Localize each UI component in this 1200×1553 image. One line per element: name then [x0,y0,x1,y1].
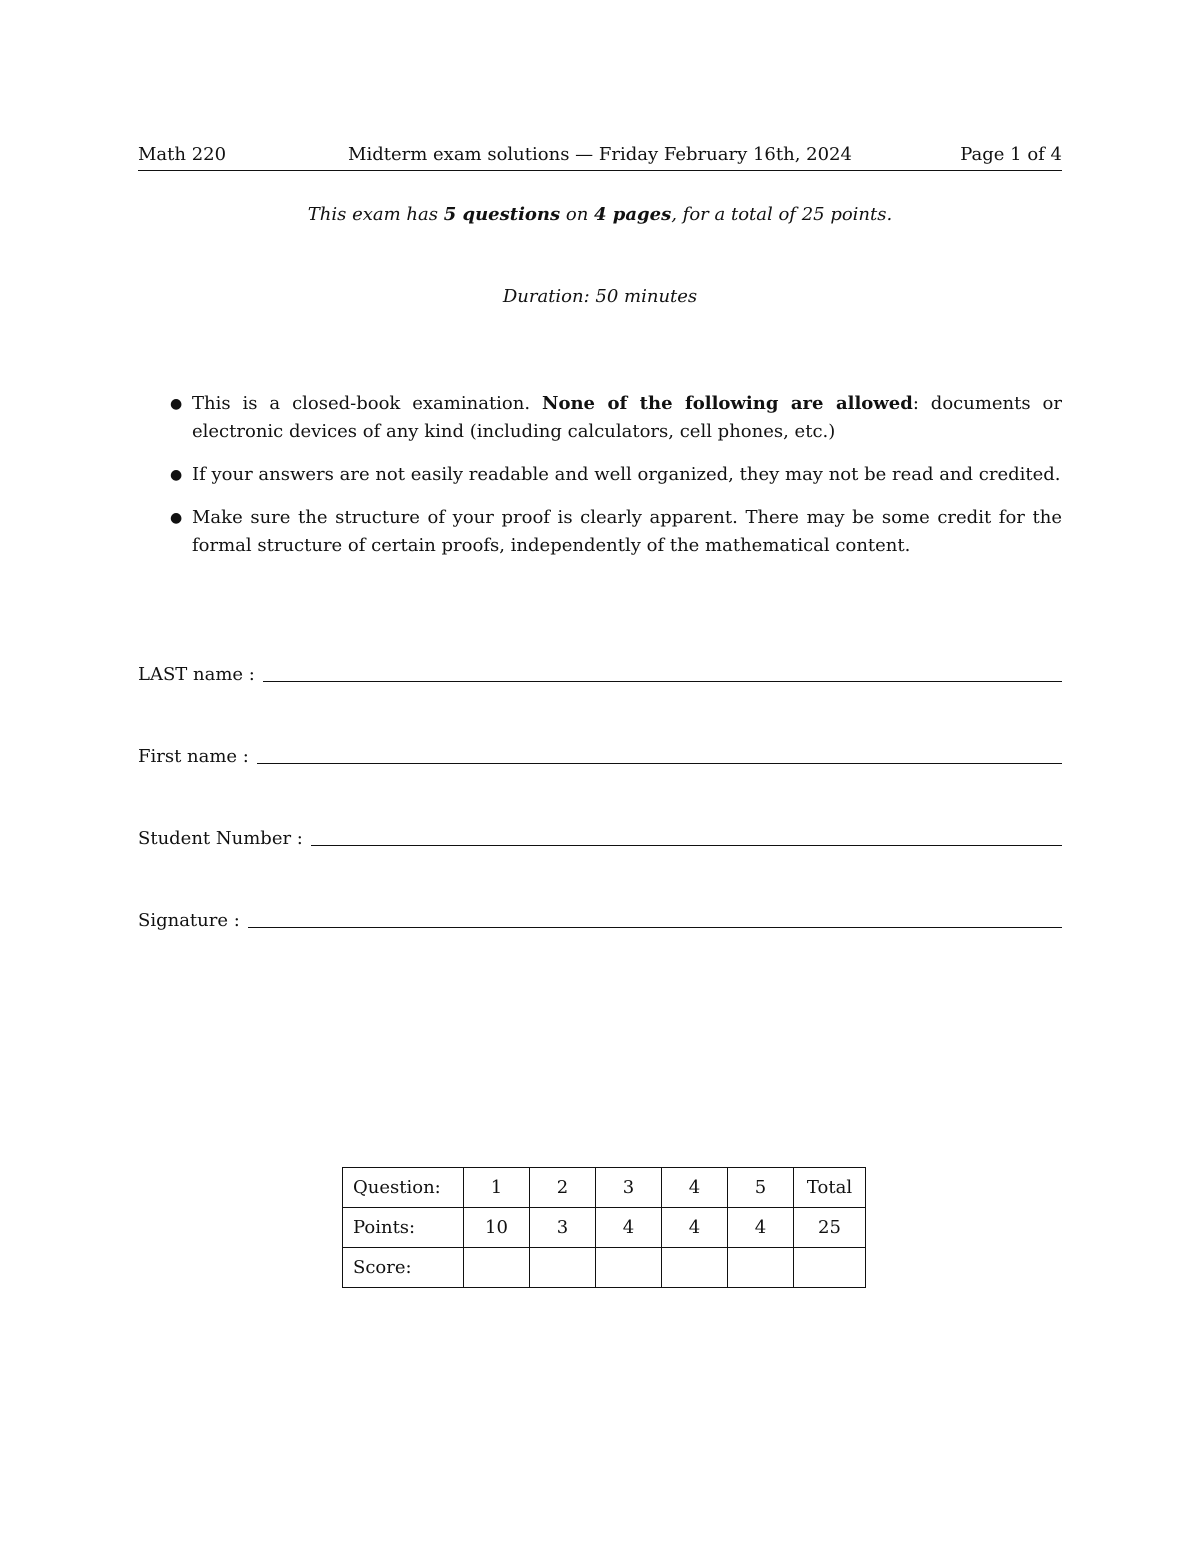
student-number-field[interactable] [138,819,1062,849]
question-number: 3 [596,1168,662,1208]
points-value: 10 [464,1208,530,1248]
signature-field[interactable] [138,901,1062,931]
summary-text-2: on [560,204,595,225]
rule-item [138,461,1062,489]
points-label: Points: [343,1208,464,1248]
exam-rules-list [138,390,1062,575]
rule-1-text-end: : documents or electronic devices of any kind (including calculators, cell phones, etc.) [192,393,1062,442]
last-name-line[interactable] [263,681,1062,682]
score-cell[interactable] [464,1248,530,1288]
score-cell[interactable] [662,1248,728,1288]
exam-duration: Duration: 50 minutes [502,286,698,307]
rule-1-emphasis: None of the following are allowed [542,393,913,414]
rule-item [138,390,1062,446]
points-value: 4 [596,1208,662,1248]
bullet-icon: ● [170,396,183,412]
table-row [343,1248,866,1288]
first-name-label: First name : [138,746,249,767]
student-number-label: Student Number : [138,828,303,849]
course-name: Math 220 [138,144,227,165]
score-label: Score: [343,1248,464,1288]
points-value: 4 [728,1208,794,1248]
question-label: Question: [343,1168,464,1208]
grade-table [342,1167,866,1288]
page-header [138,144,1062,171]
summary-pages: 4 pages [594,204,672,225]
score-cell[interactable] [728,1248,794,1288]
summary-text-3: , for a total of 25 points. [671,204,893,225]
bullet-icon: ● [170,510,183,526]
first-name-field[interactable] [138,737,1062,767]
summary-text-1: This exam has [307,204,444,225]
summary-questions: 5 questions [443,204,561,225]
last-name-label: LAST name : [138,664,255,685]
question-number: 4 [662,1168,728,1208]
total-label: Total [794,1168,866,1208]
rule-1-text: This is a closed-book examination. [192,393,542,414]
student-number-line[interactable] [311,845,1062,846]
table-row [343,1168,866,1208]
points-value: 4 [662,1208,728,1248]
score-total-cell[interactable] [794,1248,866,1288]
points-total: 25 [794,1208,866,1248]
question-number: 2 [530,1168,596,1208]
question-number: 5 [728,1168,794,1208]
rule-item [138,504,1062,560]
points-value: 3 [530,1208,596,1248]
last-name-field[interactable] [138,655,1062,685]
bullet-icon: ● [170,467,183,483]
first-name-line[interactable] [257,763,1062,764]
exam-title: Midterm exam solutions — Friday February 16th, 2024 [348,144,852,165]
rule-2-text: If your answers are not easily readable and well organized, they may not be read and credited. [192,464,1061,485]
table-row [343,1208,866,1248]
rule-3-text: Make sure the structure of your proof is clearly apparent. There may be some credit for the formal structure of certain proofs, independently of the mathematical content. [192,507,1062,556]
score-cell[interactable] [596,1248,662,1288]
exam-summary [138,204,1062,225]
question-number: 1 [464,1168,530,1208]
score-cell[interactable] [530,1248,596,1288]
signature-label: Signature : [138,910,240,931]
signature-line[interactable] [248,927,1062,928]
page-number: Page 1 of 4 [960,144,1062,165]
